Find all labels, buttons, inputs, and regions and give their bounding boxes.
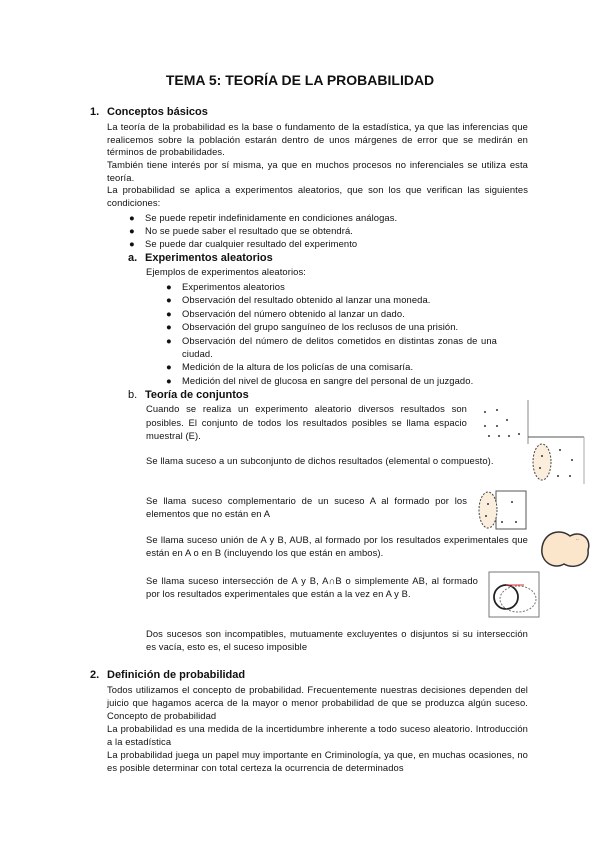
paragraph: Se llama suceso intersección de A y B, A∩B o simplemente AB, al formado por los resultados experimentales que están a la vez en A y B. xyxy=(146,575,478,599)
bullet-icon: ● xyxy=(129,212,135,223)
section-2-number: 2. xyxy=(90,669,100,681)
paragraph: La teoría de la probabilidad es la base o fundamento de la estadística, ya que las inferencias que realicemos sobre la población estarán dentro de unos márgenes de error que se medirán en términos de probabilidades. xyxy=(107,121,528,158)
section-2-heading: Definición de probabilidad xyxy=(107,669,246,681)
list-item: ● No se puede saber el resultado que se obtendrá. xyxy=(129,225,353,236)
paragraph: La probabilidad juega un papel muy importante en Criminología, ya que, en muchas ocasiones, no es posible determinar con total certeza la ocurrencia de determinados xyxy=(107,749,528,774)
paragraph: Se llama suceso a un subconjunto de dichos resultados (elemental o compuesto). xyxy=(146,455,494,466)
paragraph: Se llama suceso complementario de un suceso A al formado por los elementos que no están en A xyxy=(146,495,467,519)
subsection-a-heading: Experimentos aleatorios xyxy=(145,252,273,264)
bullet-icon: ● xyxy=(166,374,172,386)
list-item: ● Observación del resultado obtenido al lanzar una moneda. xyxy=(166,294,431,306)
bullet-icon: ● xyxy=(166,307,172,319)
bullet-icon: ● xyxy=(129,225,135,236)
examples-list xyxy=(166,280,497,387)
list-item: ● Observación del número de delitos cometidos en distintas zonas de una ciudad. xyxy=(166,334,497,360)
page-title: TEMA 5: TEORÍA DE LA PROBABILIDAD xyxy=(165,72,435,88)
paragraph: La probabilidad es una medida de la incertidumbre inherente a todo suceso aleatorio. Introducción a la estadística xyxy=(107,723,528,748)
paragraph: La probabilidad se aplica a experimentos aleatorios, que son los que verifican las siguientes condiciones: xyxy=(107,184,528,208)
paragraph: Cuando se realiza un experimento aleatorio diversos resultados son posibles. El conjunto de todos los resultados posibles se llama espacio muestral (E). xyxy=(146,403,467,442)
complement-diagram xyxy=(476,486,528,532)
bullet-icon: ● xyxy=(166,281,172,292)
bullet-icon: ● xyxy=(166,321,172,333)
bullet-icon: ● xyxy=(166,294,172,306)
bullet-icon: ● xyxy=(166,361,172,373)
conditions-list xyxy=(129,211,528,250)
list-item: ● Se puede dar cualquier resultado del experimento xyxy=(129,238,358,249)
list-item: ● Observación del número obtenido al lanzar un dado. xyxy=(166,307,405,319)
subsection-b-heading: Teoría de conjuntos xyxy=(145,389,249,401)
paragraph: Todos utilizamos el concepto de probabilidad. Frecuentemente nuestras decisiones dependen del juicio que hagamos acerca de la mayor o menor probabilidad de que se produzca algún suceso. Concepto de probabilidad xyxy=(107,684,528,722)
paragraph: También tiene interés por sí misma, ya que en muchos procesos no inferenciales se utiliza esta teoría. xyxy=(107,159,528,183)
bullet-icon: ● xyxy=(129,238,135,249)
paragraph: Se llama suceso unión de A y B, AUB, al formado por los resultados experimentales que están en A o en B (incluyendo los que están en ambos). xyxy=(146,534,528,558)
sample-space-diagram xyxy=(477,398,529,448)
section-1-heading: Conceptos básicos xyxy=(107,106,208,118)
intersection-diagram xyxy=(488,571,540,619)
paragraph: Dos sucesos son incompatibles, mutuamente excluyentes o disjuntos si su intersección es vacía, esto es, el suceso imposible xyxy=(146,628,528,652)
list-item: ● Experimentos aleatorios xyxy=(166,281,285,292)
section-1-number: 1. xyxy=(90,106,100,118)
list-item: ● Observación del grupo sanguíneo de los reclusos de una prisión. xyxy=(166,321,459,333)
list-item: ● Se puede repetir indefinidamente en condiciones análogas. xyxy=(129,212,398,223)
list-item: ● Medición del nivel de glucosa en sangre del personal de un juzgado. xyxy=(166,374,474,386)
svg-text:..: .. xyxy=(576,536,579,542)
union-diagram xyxy=(538,524,594,572)
subsection-a-letter: a. xyxy=(128,252,138,264)
examples-intro: Ejemplos de experimentos aleatorios: xyxy=(146,266,306,277)
bullet-icon: ● xyxy=(166,334,172,346)
subsection-b-letter: b. xyxy=(128,389,138,401)
event-diagram xyxy=(528,436,588,486)
list-item: ● Medición de la altura de los policías de una comisaría. xyxy=(166,361,414,373)
